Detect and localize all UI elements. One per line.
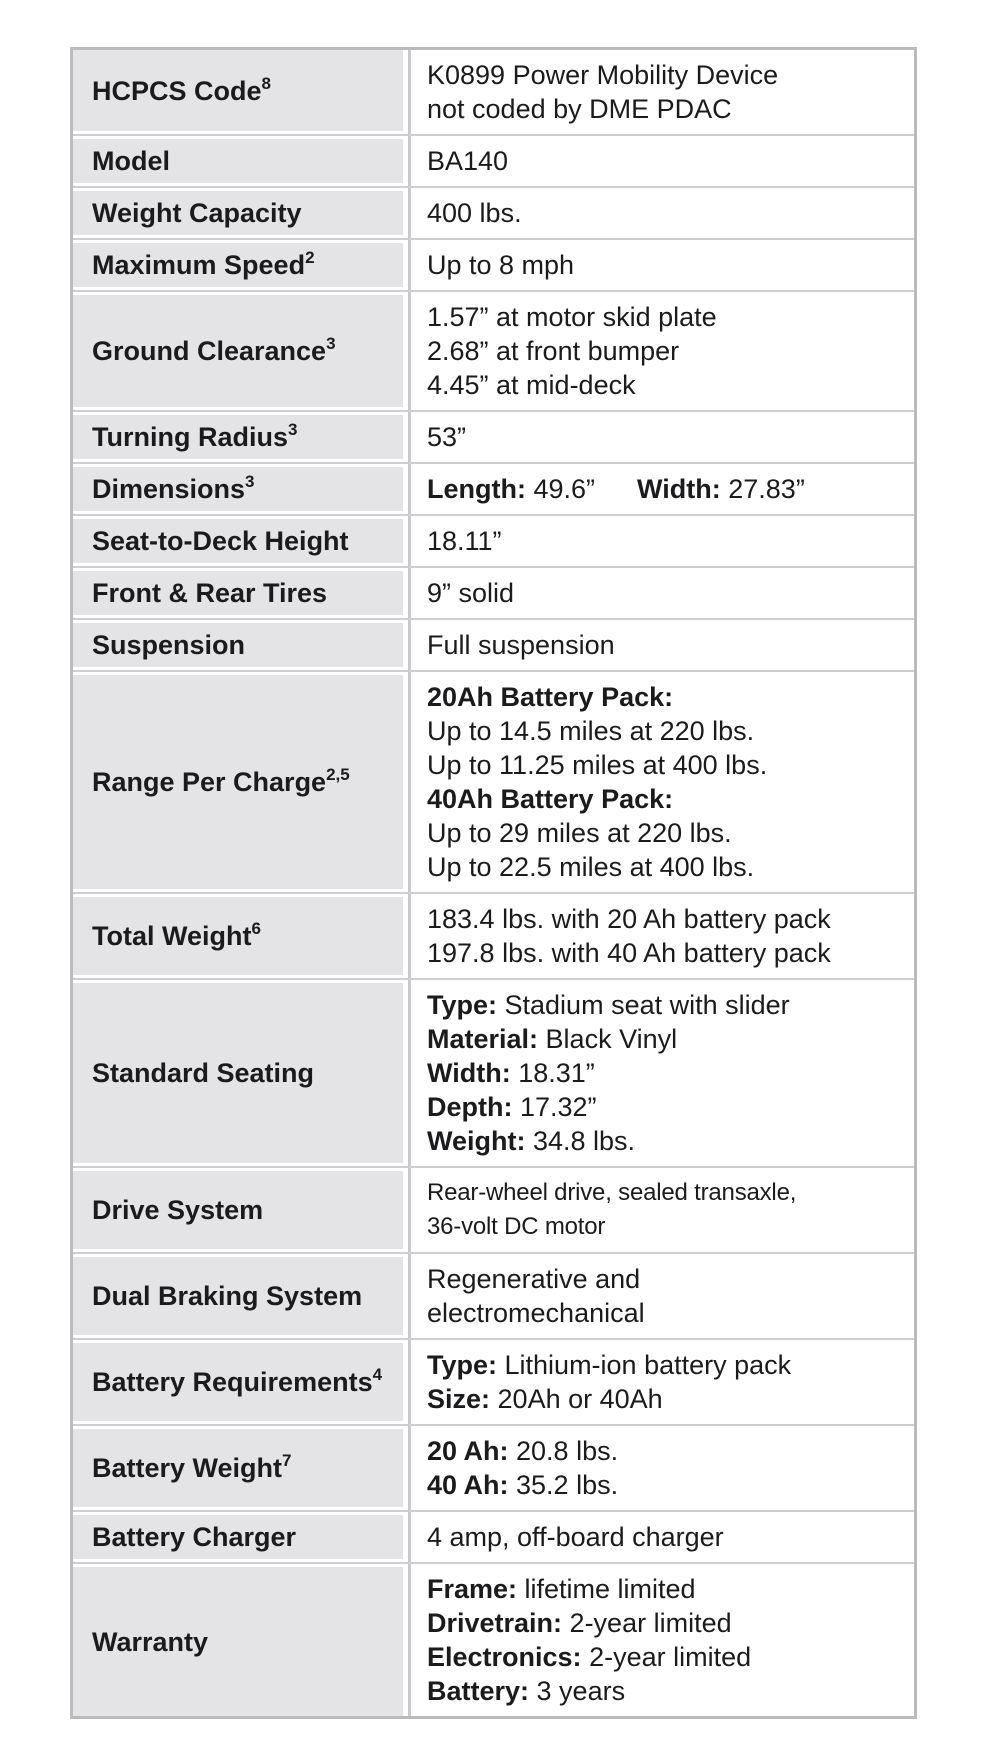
spec-label-cell bbox=[73, 412, 403, 462]
spec-label-cell bbox=[73, 50, 403, 134]
spec-value-segment: Size: bbox=[427, 1384, 491, 1414]
spec-row bbox=[73, 50, 914, 134]
spec-value-line bbox=[427, 1640, 751, 1674]
spec-value-text bbox=[427, 1262, 645, 1330]
spec-label: Warranty bbox=[92, 1626, 209, 1657]
spec-value-segment: 49.6” bbox=[525, 474, 596, 504]
spec-value-text bbox=[427, 628, 615, 662]
spec-value-cell bbox=[411, 412, 914, 462]
spec-row bbox=[73, 186, 914, 238]
spec-value-segment: 3 years bbox=[529, 1676, 626, 1706]
spec-value-segment: Up to 11.25 miles at 400 lbs. bbox=[427, 750, 768, 780]
spec-value-line bbox=[427, 714, 767, 748]
spec-value-segment: Up to 14.5 miles at 220 lbs. bbox=[427, 716, 755, 746]
spec-value-text bbox=[427, 58, 778, 126]
spec-value-line bbox=[427, 628, 615, 662]
spec-value-text bbox=[427, 1572, 751, 1708]
spec-value-segment: Up to 22.5 miles at 400 lbs. bbox=[427, 852, 755, 882]
footnote-marker: 2 bbox=[305, 248, 315, 267]
spec-value-segment: Up to 8 mph bbox=[427, 250, 575, 280]
spec-value-text bbox=[427, 144, 508, 178]
spec-value-text bbox=[427, 680, 767, 884]
spec-value-segment: 9” solid bbox=[427, 578, 515, 608]
spec-label: Weight Capacity bbox=[92, 198, 302, 228]
spec-value-segment: Battery: bbox=[427, 1676, 530, 1706]
spec-value-line bbox=[427, 472, 805, 506]
spec-value-text bbox=[427, 1348, 791, 1416]
spec-value-segment: electromechanical bbox=[427, 1298, 645, 1328]
spec-value-cell bbox=[411, 568, 914, 618]
spec-value-segment: 183.4 lbs. with 20 Ah battery pack bbox=[427, 904, 831, 934]
footnote-marker: 6 bbox=[251, 919, 261, 938]
spec-value-segment: not coded by DME PDAC bbox=[427, 94, 732, 124]
spec-value-segment: 197.8 lbs. with 40 Ah battery pack bbox=[427, 938, 831, 968]
spec-value-segment: 2-year limited bbox=[581, 1642, 752, 1672]
spec-label: Dimensions$^3$ bbox=[92, 472, 255, 504]
spec-value-segment: Full suspension bbox=[427, 630, 615, 660]
spec-value-line bbox=[427, 680, 767, 714]
spec-row bbox=[73, 978, 914, 1166]
spec-value-segment: lifetime limited bbox=[517, 1574, 696, 1604]
spec-value-cell bbox=[411, 516, 914, 566]
spec-value-text bbox=[427, 196, 522, 230]
footnote-marker: 7 bbox=[282, 1451, 292, 1470]
spec-value-segment: Width: bbox=[637, 474, 721, 504]
spec-row bbox=[73, 462, 914, 514]
spec-label: Front & Rear Tires bbox=[92, 578, 328, 608]
spec-value-segment: Width: bbox=[427, 1058, 511, 1088]
spec-value-segment: 17.32” bbox=[512, 1092, 597, 1122]
spec-label-cell bbox=[73, 1254, 403, 1338]
spec-label: Drive System bbox=[92, 1195, 264, 1225]
spec-label-cell bbox=[73, 1512, 403, 1562]
spec-value-segment: 40 Ah: bbox=[427, 1470, 509, 1500]
spec-value-text bbox=[427, 1176, 796, 1244]
spec-row bbox=[73, 1166, 914, 1252]
spec-label-cell bbox=[73, 1426, 403, 1510]
spec-label-cell bbox=[73, 980, 403, 1166]
spec-value-line bbox=[427, 902, 831, 936]
spec-value-cell bbox=[411, 980, 914, 1166]
spec-value-line bbox=[427, 58, 778, 92]
spec-label-cell bbox=[73, 136, 403, 186]
spec-value-segment: 20Ah Battery Pack: bbox=[427, 682, 674, 712]
spec-value-segment: 20 Ah: bbox=[427, 1436, 509, 1466]
spec-value-line bbox=[427, 144, 508, 178]
spec-label-cell bbox=[73, 620, 403, 670]
spec-value-segment: 40Ah Battery Pack: bbox=[427, 784, 674, 814]
spec-table bbox=[70, 47, 917, 1719]
spec-value-segment: 18.11” bbox=[427, 526, 502, 556]
spec-label: Battery Weight$^7$ bbox=[92, 1451, 292, 1483]
spec-value-cell bbox=[411, 1340, 914, 1424]
spec-value-line bbox=[427, 334, 717, 368]
spec-value-text bbox=[427, 248, 574, 282]
spec-value-segment: Material: bbox=[427, 1024, 539, 1054]
spec-row bbox=[73, 566, 914, 618]
spec-value-segment: Weight: bbox=[427, 1126, 526, 1156]
spec-value-cell bbox=[411, 1426, 914, 1510]
spec-value-segment: Frame: bbox=[427, 1574, 518, 1604]
spec-row bbox=[73, 134, 914, 186]
spec-value-line bbox=[427, 368, 717, 402]
spec-label-cell bbox=[73, 1340, 403, 1424]
spec-value-cell bbox=[411, 1168, 914, 1252]
footnote-marker: 8 bbox=[261, 73, 271, 93]
spec-value-cell bbox=[411, 464, 914, 514]
spec-label: HCPCS Code$^8$ bbox=[92, 73, 271, 106]
spec-label: Battery Requirements$^4$ bbox=[92, 1365, 383, 1397]
spec-value-line bbox=[427, 248, 574, 282]
spec-label: Seat-to-Deck Height bbox=[92, 526, 349, 556]
spec-value-text bbox=[427, 420, 466, 454]
spec-value-cell bbox=[411, 672, 914, 892]
spec-value-line bbox=[427, 850, 767, 884]
spec-label: Suspension bbox=[92, 630, 246, 660]
spec-value-line bbox=[427, 1124, 790, 1158]
spec-value-text bbox=[427, 902, 831, 970]
spec-label-cell bbox=[73, 292, 403, 410]
spec-value-segment: 2-year limited bbox=[562, 1608, 732, 1638]
spec-value-segment: 1.57” at motor skid plate bbox=[427, 302, 717, 332]
spec-value-line bbox=[427, 1348, 791, 1382]
spec-value-cell bbox=[411, 136, 914, 186]
spec-value-line bbox=[427, 1572, 751, 1606]
spec-value-line bbox=[427, 782, 767, 816]
spec-label: Total Weight$^6$ bbox=[92, 919, 261, 951]
spec-value-segment: Black Vinyl bbox=[538, 1024, 678, 1054]
spec-value-line bbox=[427, 936, 831, 970]
spec-value-cell bbox=[411, 1564, 914, 1716]
spec-value-line bbox=[427, 1090, 790, 1124]
spec-value-text bbox=[427, 1434, 618, 1502]
spec-value-segment: 2.68” at front bumper bbox=[427, 336, 680, 366]
spec-label-cell bbox=[73, 894, 403, 978]
spec-value-line bbox=[427, 1606, 751, 1640]
spec-row bbox=[73, 514, 914, 566]
spec-label-cell bbox=[73, 1168, 403, 1252]
spec-label: Ground Clearance$^3$ bbox=[92, 334, 336, 366]
spec-value-segment: 4 amp, off-board charger bbox=[427, 1522, 724, 1552]
spec-value-segment: Lithium-ion battery pack bbox=[497, 1350, 792, 1380]
spec-label: Standard Seating bbox=[92, 1058, 315, 1088]
spec-value-segment: 20Ah or 40Ah bbox=[490, 1384, 663, 1414]
spec-label: Maximum Speed$^2$ bbox=[92, 248, 315, 280]
spec-value-segment: Electronics: bbox=[427, 1642, 582, 1672]
spec-row bbox=[73, 290, 914, 410]
spec-value-segment: Length: bbox=[427, 474, 526, 504]
spec-label-cell bbox=[73, 516, 403, 566]
spec-value-line bbox=[427, 748, 767, 782]
spec-label: Model bbox=[92, 146, 170, 176]
spec-value-line bbox=[427, 1382, 791, 1416]
spec-label: Dual Braking System bbox=[92, 1281, 363, 1311]
spec-value-line bbox=[427, 92, 778, 126]
spec-value-line bbox=[427, 576, 514, 610]
spec-row bbox=[73, 892, 914, 978]
spec-value-line bbox=[427, 1434, 618, 1468]
spec-label: Range Per Charge$^{2,5}$ bbox=[92, 765, 350, 797]
spec-value-cell bbox=[411, 188, 914, 238]
spec-value-line bbox=[427, 1262, 645, 1296]
spec-value-segment: 34.8 lbs. bbox=[525, 1126, 636, 1156]
spec-value-segment: Type: bbox=[427, 990, 498, 1020]
spec-label-cell bbox=[73, 568, 403, 618]
spec-value-line bbox=[427, 524, 502, 558]
spec-value-text bbox=[427, 472, 805, 506]
spec-row bbox=[73, 1252, 914, 1338]
spec-row bbox=[73, 238, 914, 290]
spec-value-line bbox=[427, 1022, 790, 1056]
spec-value-text bbox=[427, 576, 514, 610]
spec-row bbox=[73, 1562, 914, 1716]
spec-value-line bbox=[427, 1674, 751, 1708]
spec-value-segment: 27.83” bbox=[720, 474, 805, 504]
spec-label-cell bbox=[73, 464, 403, 514]
spec-value-line bbox=[427, 1176, 796, 1210]
footnote-marker: 2,5 bbox=[326, 765, 350, 784]
spec-value-line bbox=[427, 1296, 645, 1330]
spec-row bbox=[73, 1510, 914, 1562]
footnote-marker: 3 bbox=[245, 472, 255, 491]
spec-value-line bbox=[427, 420, 466, 454]
spec-row bbox=[73, 618, 914, 670]
spec-value-segment: 20.8 lbs. bbox=[508, 1436, 619, 1466]
spec-label: Battery Charger bbox=[92, 1522, 297, 1552]
spec-value-cell bbox=[411, 292, 914, 410]
spec-value-segment: 35.2 lbs. bbox=[508, 1470, 619, 1500]
spec-value-segment: Drivetrain: bbox=[427, 1608, 563, 1638]
spec-value-line bbox=[427, 1210, 796, 1244]
spec-label-cell bbox=[73, 672, 403, 892]
spec-value-line bbox=[427, 1520, 724, 1554]
spec-value-segment: 18.31” bbox=[510, 1058, 595, 1088]
spec-value-line bbox=[427, 816, 767, 850]
spec-value-cell bbox=[411, 240, 914, 290]
spec-value-segment: Depth: bbox=[427, 1092, 513, 1122]
spec-value-line bbox=[427, 1056, 790, 1090]
spec-value-cell bbox=[411, 1512, 914, 1562]
spec-row bbox=[73, 410, 914, 462]
spec-value-text bbox=[427, 988, 790, 1158]
spec-value-line bbox=[427, 988, 790, 1022]
spec-value-segment: BA140 bbox=[427, 146, 509, 176]
spec-row bbox=[73, 1338, 914, 1424]
footnote-marker: 4 bbox=[372, 1365, 383, 1384]
spec-value-line bbox=[427, 1468, 618, 1502]
spec-value-segment: Up to 29 miles at 220 lbs. bbox=[427, 818, 732, 848]
spec-value-segment: Rear-wheel drive, sealed transaxle, bbox=[427, 1179, 797, 1206]
spec-value-cell bbox=[411, 1254, 914, 1338]
spec-value-segment: Regenerative and bbox=[427, 1264, 641, 1294]
spec-value-text bbox=[427, 300, 717, 402]
spec-value-segment: 53” bbox=[427, 422, 467, 452]
footnote-marker: 3 bbox=[288, 420, 298, 439]
spec-value-line bbox=[427, 196, 522, 230]
footnote-marker: 3 bbox=[326, 334, 336, 353]
spec-value-segment: Type: bbox=[427, 1350, 498, 1380]
spec-label-cell bbox=[73, 1564, 403, 1716]
spec-value-cell bbox=[411, 620, 914, 670]
spec-value-segment: 4.45” at mid-deck bbox=[427, 370, 636, 400]
spec-value-text bbox=[427, 1520, 724, 1554]
spec-label-cell bbox=[73, 188, 403, 238]
spec-row bbox=[73, 670, 914, 892]
spec-value-segment: 36-volt DC motor bbox=[427, 1213, 606, 1240]
spec-value-line bbox=[427, 300, 717, 334]
spec-value-segment: 400 lbs. bbox=[427, 198, 522, 228]
spec-label-cell bbox=[73, 240, 403, 290]
spec-value-cell bbox=[411, 50, 914, 134]
spec-value-cell bbox=[411, 894, 914, 978]
spec-value-text bbox=[427, 524, 502, 558]
spec-row bbox=[73, 1424, 914, 1510]
spec-value-segment: Stadium seat with slider bbox=[497, 990, 790, 1020]
spec-value-segment: K0899 Power Mobility Device bbox=[427, 60, 779, 90]
spec-label: Turning Radius$^3$ bbox=[92, 420, 298, 452]
